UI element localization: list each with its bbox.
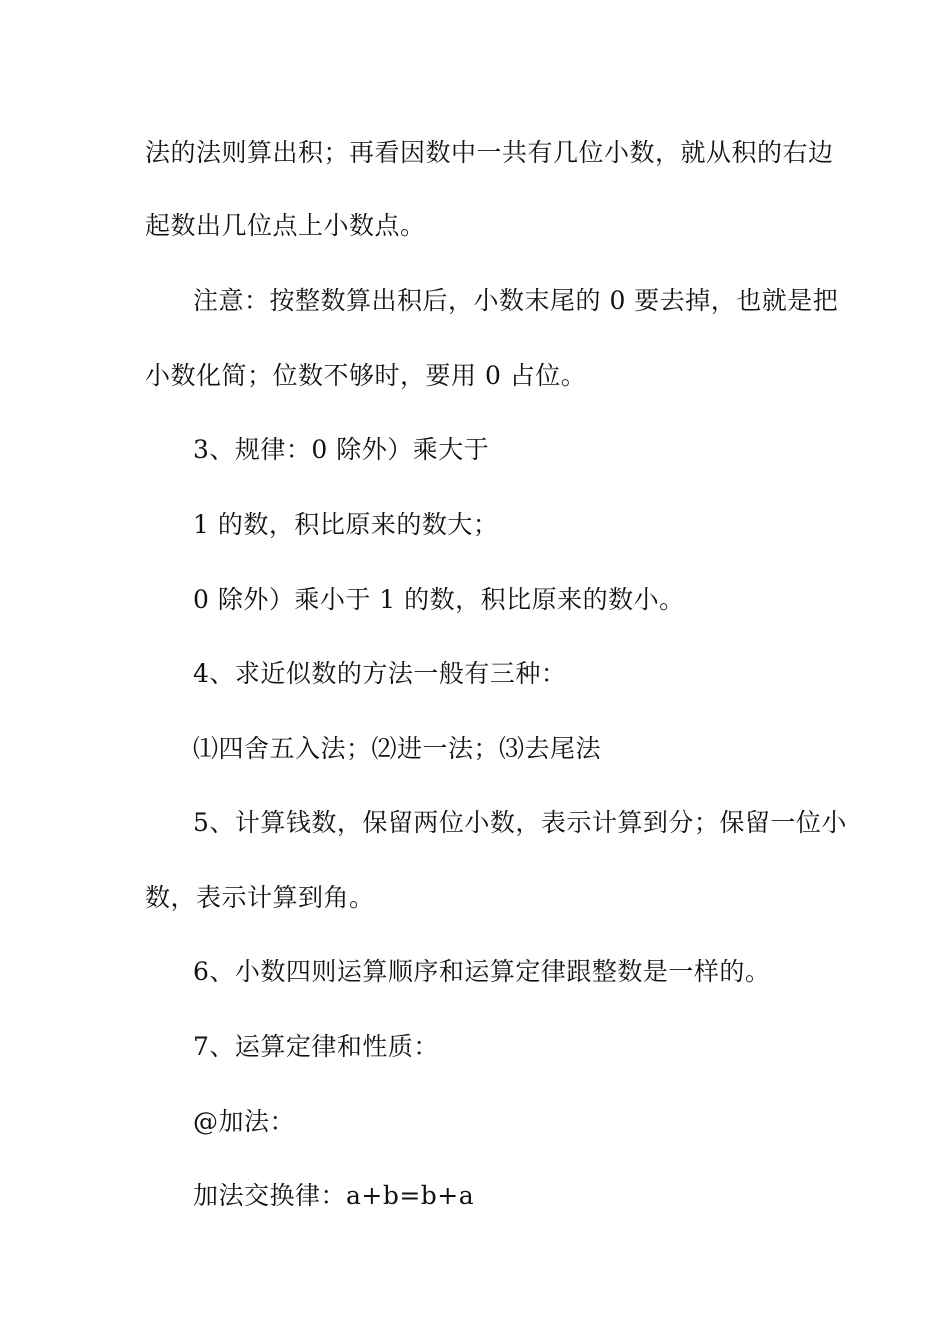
text-line-14: @加法： — [193, 1107, 296, 1136]
text-line-5: 3、规律：0 除外）乘大于 — [193, 435, 490, 464]
text-line-11: 数，表示计算到角。 — [145, 883, 375, 912]
text-line-2: 起数出几位点上小数点。 — [145, 211, 426, 240]
text-line-7: 0 除外）乘小于 1 的数，积比原来的数小。 — [193, 585, 685, 614]
text-line-15: 加法交换律：a+b=b+a — [193, 1181, 475, 1210]
text-line-6: 1 的数，积比原来的数大； — [193, 510, 499, 539]
text-line-12: 6、小数四则运算顺序和运算定律跟整数是一样的。 — [193, 957, 771, 986]
text-line-10: 5、计算钱数，保留两位小数，表示计算到分；保留一位小 — [193, 808, 847, 837]
text-line-3: 注意：按整数算出积后，小数末尾的 0 要去掉，也就是把 — [193, 286, 839, 315]
text-line-1: 法的法则算出积；再看因数中一共有几位小数，就从积的右边 — [145, 138, 834, 167]
text-line-8: 4、求近似数的方法一般有三种： — [193, 659, 567, 688]
text-line-4: 小数化简；位数不够时，要用 0 占位。 — [145, 361, 587, 390]
text-line-9: ⑴四舍五入法；⑵进一法；⑶去尾法 — [193, 734, 602, 763]
text-line-13: 7、运算定律和性质： — [193, 1032, 439, 1061]
